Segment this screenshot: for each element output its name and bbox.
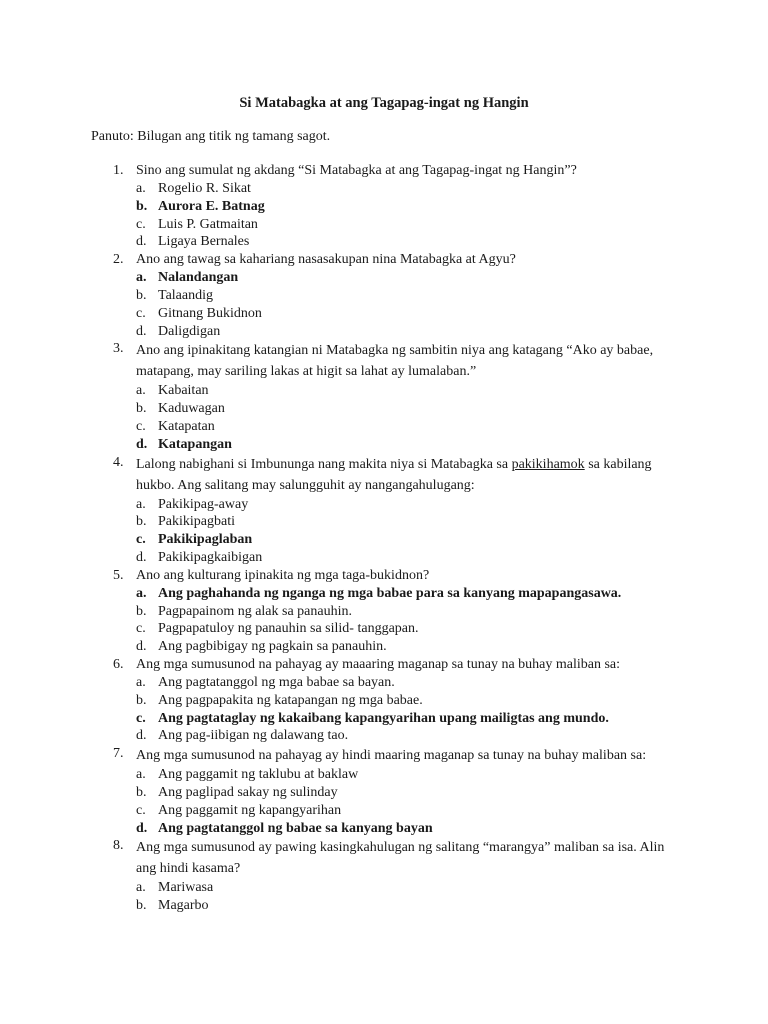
choice-option [0, 216, 768, 234]
choice-letter: a. [136, 880, 146, 896]
choice-option [0, 305, 768, 323]
underlined-word: pakikihamok [511, 456, 585, 472]
choice-letter: c. [136, 418, 146, 434]
choice-text: Nalandangan [158, 270, 239, 286]
choice-letter: b. [136, 287, 147, 303]
correct-choice [0, 585, 768, 603]
correct-choice [0, 820, 768, 838]
choice-letter: c. [136, 710, 146, 726]
choice-letter: a. [136, 585, 147, 601]
correct-choice [0, 436, 768, 454]
choice-letter: c. [136, 802, 146, 818]
choice-letter: a. [136, 674, 146, 690]
choice-option [0, 382, 768, 400]
question-text-segment: sa kabilang hukbo. Ang salitang may salungguhit ay nangangahulugang: [136, 456, 652, 493]
question-text-segment: Ang mga sumusunod na pahayag ay maaaring maganap sa tunay na buhay maliban sa: [136, 656, 621, 672]
choice-option [0, 879, 768, 897]
choice-text: Luis P. Gatmaitan [158, 216, 258, 232]
choice-text: Ang pagtatanggol ng mga babae sa bayan. [158, 674, 395, 690]
choice-letter: d. [136, 639, 147, 655]
choice-letter: b. [136, 603, 147, 619]
choice-text: Ligaya Bernales [158, 234, 250, 250]
choice-list [0, 674, 768, 745]
choice-option [0, 802, 768, 820]
choice-text: Magarbo [158, 898, 209, 914]
choice-option [0, 897, 768, 915]
choice-option [0, 549, 768, 567]
document-title: Si Matabagka at ang Tagapag-ingat ng Hangin [239, 95, 529, 111]
question-text-segment: Ang mga sumusunod na pahayag ay hindi maaring maganap sa tunay na buhay maliban sa: [136, 748, 647, 764]
choice-letter: d. [136, 436, 148, 452]
question-text [136, 162, 681, 180]
choice-option [0, 620, 768, 638]
choice-option [0, 692, 768, 710]
choice-text: Pakikipagbati [158, 514, 235, 530]
question-text-segment: Lalong nabighani si Imbununga nang makita niya si Matabagka sa [136, 456, 512, 472]
correct-choice [0, 531, 768, 549]
question-text-segment: Sino ang sumulat ng akdang “Si Matabagka at ang Tagapag-ingat ng Hangin”? [136, 163, 577, 178]
choice-text: Mariwasa [158, 880, 214, 896]
choice-text: Katapatan [158, 418, 215, 434]
choice-letter: a. [136, 270, 147, 286]
choice-option [0, 674, 768, 692]
choice-text: Ang paggamit ng taklubu at baklaw [158, 767, 359, 783]
question-number: 8. [113, 838, 124, 854]
choice-letter: c. [136, 621, 146, 637]
choice-list [0, 180, 768, 251]
correct-choice [0, 269, 768, 287]
choice-option [0, 513, 768, 531]
choice-letter: d. [136, 549, 147, 565]
choice-text: Ang paggamit ng kapangyarihan [158, 802, 342, 818]
question-number: 2. [113, 252, 124, 268]
choice-text: Pakikipaglaban [158, 532, 253, 548]
choice-letter: b. [136, 692, 147, 708]
choice-letter: b. [136, 898, 147, 914]
question-number: 7. [113, 746, 124, 762]
choice-letter: d. [136, 234, 147, 250]
choice-text: Katapangan [158, 436, 232, 452]
correct-choice [0, 710, 768, 728]
choice-text: Kaduwagan [158, 401, 225, 417]
choice-letter: c. [136, 216, 146, 232]
question-text-segment: Ano ang ipinakitang katangian ni Matabagka ng sambitin niya ang katagang “Ako ay babae, matapang, may sariling lakas at higit sa lahat ay lumalaban.” [136, 343, 654, 380]
question-number: 5. [113, 567, 124, 583]
choice-text: Gitnang Bukidnon [158, 305, 262, 321]
choice-letter: b. [136, 784, 147, 800]
choice-letter: d. [136, 728, 147, 744]
choice-option [0, 323, 768, 341]
choice-option [0, 180, 768, 198]
choice-option [0, 287, 768, 305]
choice-text: Pakikipagkaibigan [158, 549, 263, 565]
question-item [0, 340, 768, 453]
choice-list [0, 269, 768, 340]
choice-letter: b. [136, 401, 147, 417]
choice-list [0, 496, 768, 567]
choice-option [0, 233, 768, 251]
question-text-segment: Ano ang tawag sa kahariang nasasakupan nina Matabagka at Agyu? [136, 252, 516, 268]
question-text [136, 656, 681, 674]
question-list [0, 162, 768, 915]
question-item [0, 162, 768, 251]
choice-letter: d. [136, 820, 148, 836]
choice-option [0, 727, 768, 745]
question-text [136, 567, 681, 585]
question-text [136, 251, 681, 269]
choice-option [0, 638, 768, 656]
question-number: 3. [113, 341, 124, 357]
choice-text: Aurora E. Batnag [158, 198, 265, 214]
question-text [136, 340, 681, 382]
choice-text: Pagpapatuloy ng panauhin sa silid- tanggapan. [158, 621, 419, 637]
question-text [136, 454, 681, 496]
choice-option [0, 400, 768, 418]
choice-letter: c. [136, 305, 146, 321]
question-text [136, 837, 681, 879]
choice-list [0, 585, 768, 656]
choice-text: Pagpapainom ng alak sa panauhin. [158, 603, 353, 619]
question-item [0, 454, 768, 567]
choice-option [0, 784, 768, 802]
choice-text: Ang paglipad sakay ng sulinday [158, 784, 338, 800]
instructions: Panuto: Bilugan ang titik ng tamang sagot. [91, 129, 331, 144]
choice-option [0, 418, 768, 436]
question-item [0, 251, 768, 340]
choice-text: Rogelio R. Sikat [158, 181, 251, 196]
question-item [0, 745, 768, 837]
choice-text: Daligdigan [158, 323, 221, 339]
choice-text: Pakikipag-away [158, 496, 249, 512]
question-text-segment: Ano ang kulturang ipinakita ng mga taga-bukidnon? [136, 567, 430, 583]
choice-letter: a. [136, 181, 146, 196]
choice-text: Ang pagpapakita ng katapangan ng mga babae. [158, 692, 423, 708]
question-item [0, 837, 768, 915]
choice-text: Talaandig [158, 287, 213, 303]
question-item [0, 656, 768, 745]
choice-list [0, 382, 768, 453]
choice-letter: b. [136, 198, 148, 214]
choice-letter: d. [136, 323, 147, 339]
choice-option [0, 603, 768, 621]
choice-letter: b. [136, 514, 147, 530]
choice-text: Ang pagtatanggol ng babae sa kanyang bayan [158, 820, 433, 836]
question-number: 4. [113, 454, 124, 470]
correct-choice [0, 198, 768, 216]
choice-option [0, 766, 768, 784]
choice-list [0, 879, 768, 915]
question-text-segment: Ang mga sumusunod ay pawing kasingkahulugan ng salitang “marangya” maliban sa isa. Alin ang hindi kasama? [136, 840, 665, 877]
choice-text: Ang pagtataglay ng kakaibang kapangyarihan upang mailigtas ang mundo. [158, 710, 609, 726]
choice-letter: a. [136, 383, 146, 399]
choice-list [0, 766, 768, 837]
choice-letter: c. [136, 532, 146, 548]
choice-option [0, 496, 768, 514]
question-number: 6. [113, 656, 124, 672]
choice-text: Ang paghahanda ng nganga ng mga babae para sa kanyang mapapangasawa. [158, 585, 622, 601]
question-item [0, 567, 768, 656]
question-number: 1. [113, 163, 124, 178]
choice-text: Kabaitan [158, 383, 209, 399]
choice-letter: a. [136, 767, 146, 783]
question-text [136, 745, 681, 766]
choice-letter: a. [136, 496, 146, 512]
choice-text: Ang pag-iibigan ng dalawang tao. [158, 728, 349, 744]
choice-text: Ang pagbibigay ng pagkain sa panauhin. [158, 639, 387, 655]
